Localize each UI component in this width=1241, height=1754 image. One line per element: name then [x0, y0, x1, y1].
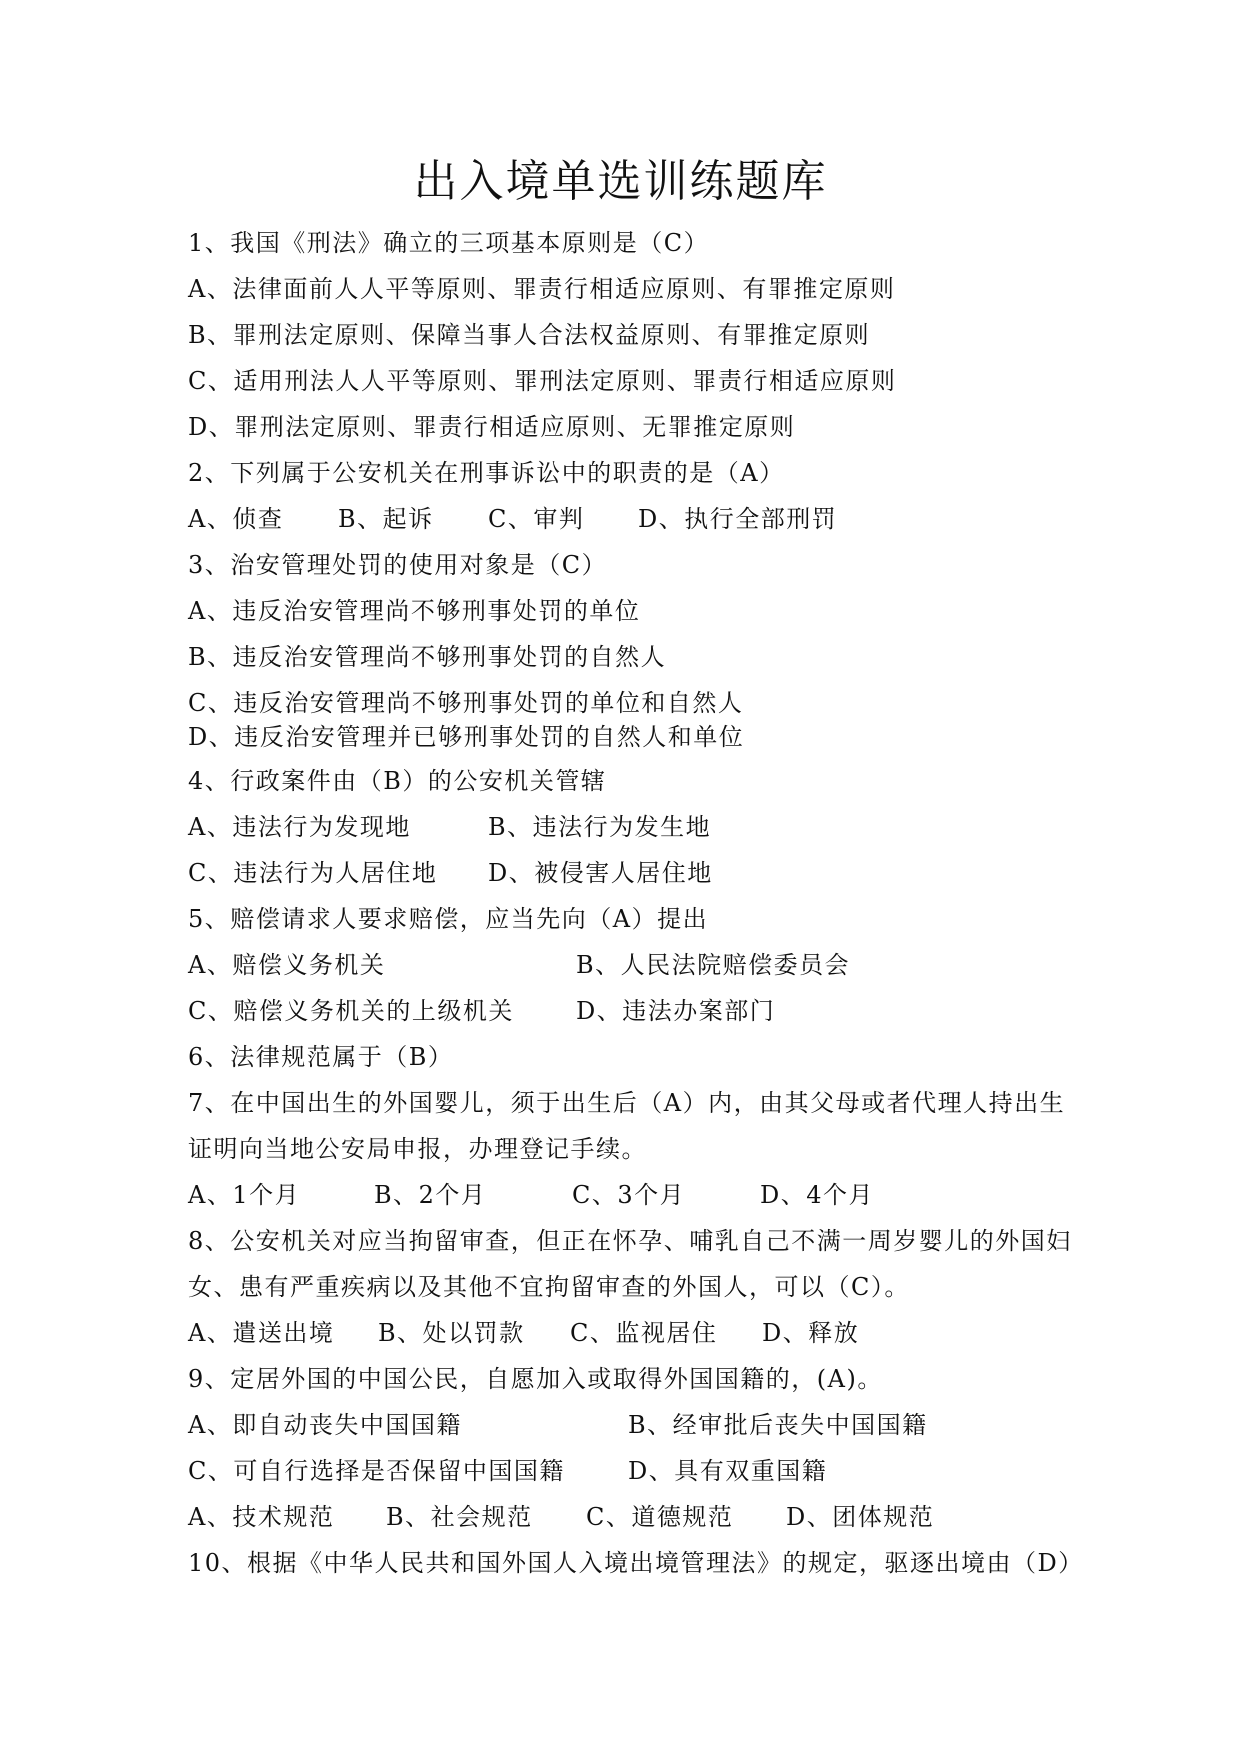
question-5-option-b: B、人民法院赔偿委员会 — [576, 951, 851, 979]
question-2-option-b: B、起诉 — [338, 505, 434, 533]
question-2-option-d: D、执行全部刑罚 — [638, 505, 838, 533]
question-3: 3、治安管理处罚的使用对象是（C） — [188, 551, 608, 579]
question-6-option-b: B、社会规范 — [386, 1503, 533, 1531]
page-title: 出入境单选训练题库 — [413, 156, 828, 207]
question-6-option-a: A、技术规范 — [188, 1503, 335, 1531]
question-5-options-row-2 — [188, 996, 988, 1026]
question-3-option-b: B、违反治安管理尚不够刑事处罚的自然人 — [188, 643, 667, 671]
question-1-option-d: D、罪刑法定原则、罪责行相适应原则、无罪推定原则 — [188, 413, 796, 441]
question-6-option-c: C、道德规范 — [586, 1503, 734, 1531]
question-8-options — [188, 1318, 988, 1348]
question-7-option-d: D、4个月 — [760, 1181, 875, 1209]
question-4-options-row-1 — [188, 812, 888, 842]
question-9: 9、定居外国的中国公民，自愿加入或取得外国国籍的，(A)。 — [188, 1365, 883, 1393]
question-5-option-c: C、赔偿义务机关的上级机关 — [188, 997, 514, 1025]
question-5-option-d: D、违法办案部门 — [576, 997, 776, 1025]
question-5-option-a: A、赔偿义务机关 — [188, 951, 386, 979]
question-7-option-c: C、3个月 — [572, 1181, 686, 1209]
question-7-option-b: B、2个月 — [374, 1181, 487, 1209]
question-2-options — [188, 504, 888, 534]
question-3-option-c: C、违反治安管理尚不够刑事处罚的单位和自然人 — [188, 689, 744, 717]
question-4-option-a: A、违法行为发现地 — [188, 813, 411, 841]
question-4: 4、行政案件由（B）的公安机关管辖 — [188, 767, 607, 795]
question-7-options — [188, 1180, 988, 1210]
question-1-option-a: A、法律面前人人平等原则、罪责行相适应原则、有罪推定原则 — [188, 275, 896, 303]
question-3-option-a: A、违反治安管理尚不够刑事处罚的单位 — [188, 597, 641, 625]
question-10: 10、根据《中华人民共和国外国人入境出境管理法》的规定，驱逐出境由（D） — [188, 1549, 1084, 1577]
question-9-option-a: A、即自动丧失中国国籍 — [188, 1411, 462, 1439]
question-2: 2、下列属于公安机关在刑事诉讼中的职责的是（A） — [188, 459, 785, 487]
question-7-line-2: 证明向当地公安局申报，办理登记手续。 — [188, 1135, 647, 1163]
question-8-option-d: D、释放 — [762, 1319, 860, 1347]
question-7-option-a: A、1个月 — [188, 1181, 301, 1209]
question-9-options-row-2 — [188, 1456, 988, 1486]
question-1-option-b: B、罪刑法定原则、保障当事人合法权益原则、有罪推定原则 — [188, 321, 871, 349]
question-9-options-row-1 — [188, 1410, 988, 1440]
question-6-options — [188, 1502, 988, 1532]
question-6: 6、法律规范属于（B） — [188, 1043, 454, 1071]
question-9-option-c: C、可自行选择是否保留中国国籍 — [188, 1457, 565, 1485]
question-4-options-row-2 — [188, 858, 888, 888]
question-9-option-d: D、具有双重国籍 — [628, 1457, 828, 1485]
question-4-option-c: C、违法行为人居住地 — [188, 859, 438, 887]
question-5: 5、赔偿请求人要求赔偿，应当先向（A）提出 — [188, 905, 709, 933]
question-6-option-d: D、团体规范 — [786, 1503, 935, 1531]
question-1-option-c: C、适用刑法人人平等原则、罪刑法定原则、罪责行相适应原则 — [188, 367, 897, 395]
question-4-option-d: D、被侵害人居住地 — [488, 859, 713, 887]
question-7-line-1: 7、在中国出生的外国婴儿，须于出生后（A）内，由其父母或者代理人持出生 — [188, 1089, 1066, 1117]
question-9-option-b: B、经审批后丧失中国国籍 — [628, 1411, 928, 1439]
question-1: 1、我国《刑法》确立的三项基本原则是（C） — [188, 229, 710, 257]
question-3-option-d: D、违反治安管理并已够刑事处罚的自然人和单位 — [188, 723, 745, 751]
question-8-line-2: 女、患有严重疾病以及其他不宜拘留审查的外国人，可以（C）。 — [188, 1273, 910, 1301]
question-2-option-c: C、审判 — [488, 505, 585, 533]
question-8-line-1: 8、公安机关对应当拘留审查，但正在怀孕、哺乳自己不满一周岁婴儿的外国妇 — [188, 1227, 1072, 1255]
question-2-option-a: A、侦查 — [188, 505, 284, 533]
question-8-option-c: C、监视居住 — [570, 1319, 718, 1347]
question-8-option-b: B、处以罚款 — [378, 1319, 525, 1347]
question-8-option-a: A、遣送出境 — [188, 1319, 335, 1347]
question-4-option-b: B、违法行为发生地 — [488, 813, 712, 841]
question-5-options-row-1 — [188, 950, 988, 980]
